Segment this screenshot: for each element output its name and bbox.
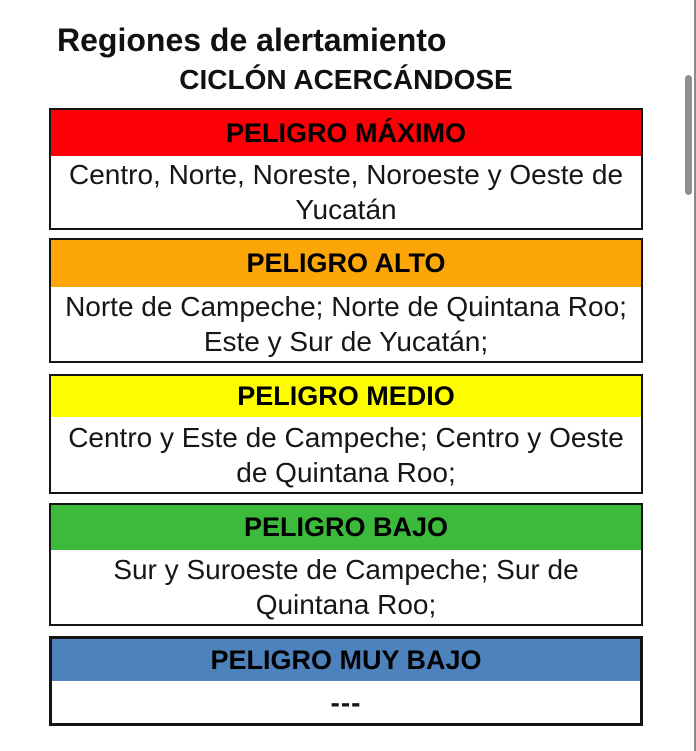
cyclone-status-heading: CICLÓN ACERCÁNDOSE: [179, 64, 513, 95]
alert-level-maximo-regions: [51, 156, 641, 228]
alert-level-bajo-regions: [51, 550, 641, 624]
alert-level-muy-bajo-header: PELIGRO MUY BAJO: [52, 639, 640, 681]
alert-level-medio: [49, 374, 643, 494]
scrollbar-thumb[interactable]: [685, 75, 692, 195]
alert-level-alto-header: PELIGRO ALTO: [51, 240, 641, 287]
alert-level-maximo: [49, 108, 643, 230]
alert-level-medio-regions: [51, 417, 641, 492]
alert-level-medio-regions-text: Centro y Este de Campeche; Centro y Oeste de Quintana Roo;: [68, 421, 624, 488]
alert-level-muy-bajo-regions: [52, 681, 640, 723]
alert-level-alto-regions: [51, 287, 641, 361]
alert-level-bajo: [49, 503, 643, 626]
alert-level-alto: [49, 238, 643, 363]
alert-level-bajo-regions-text: Sur y Suroeste de Campeche; Sur de Quintana Roo;: [113, 554, 579, 620]
alert-level-muy-bajo: [49, 636, 643, 726]
alert-level-muy-bajo-regions-text: ---: [330, 686, 362, 718]
alert-level-maximo-regions-text: Centro, Norte, Noreste, Noroeste y Oeste de Yucatán: [68, 159, 624, 225]
alert-level-medio-header: PELIGRO MEDIO: [51, 376, 641, 417]
page-title: Regiones de alertamiento: [57, 22, 447, 59]
alert-level-alto-regions-text: Norte de Campeche; Norte de Quintana Roo; Este y Sur de Yucatán;: [65, 291, 627, 357]
alert-level-maximo-header: PELIGRO MÁXIMO: [51, 110, 641, 156]
alert-level-bajo-header: PELIGRO BAJO: [51, 505, 641, 550]
